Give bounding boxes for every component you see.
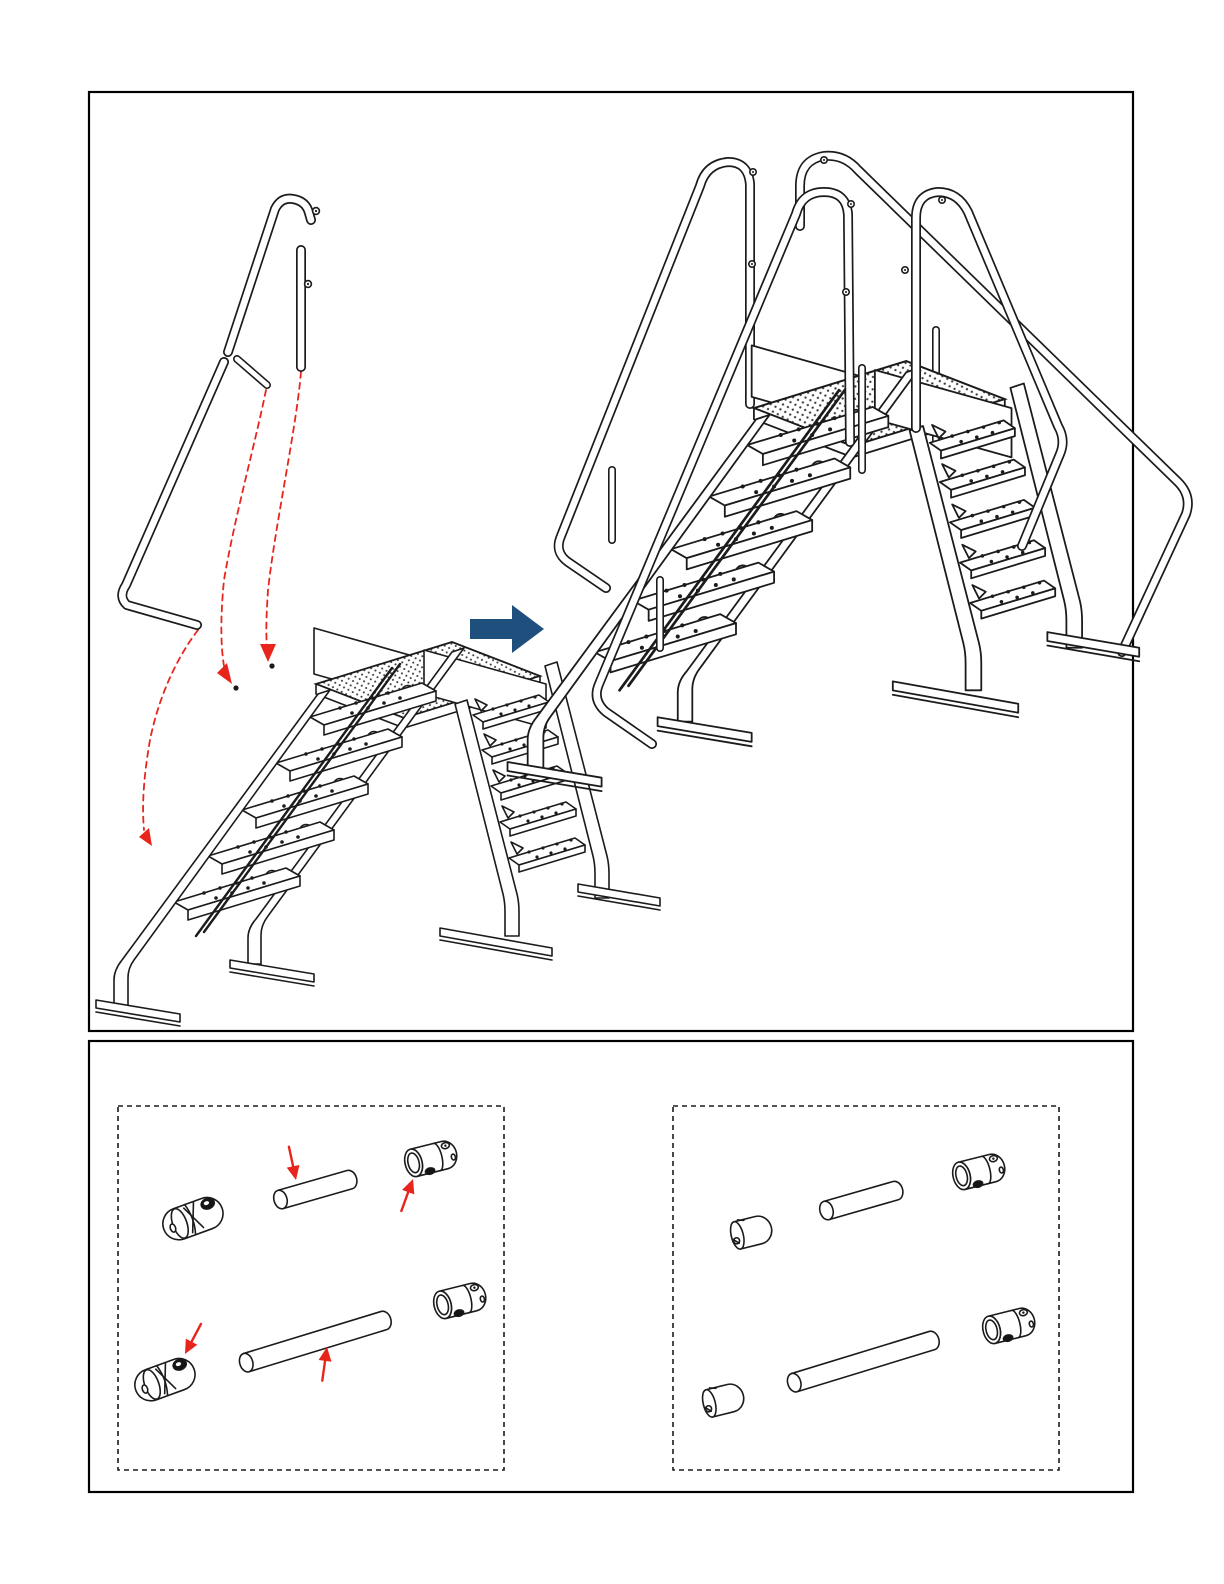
hardware-panel-frame [89, 1041, 1133, 1492]
mount-point [233, 685, 238, 690]
mount-point [269, 663, 274, 668]
